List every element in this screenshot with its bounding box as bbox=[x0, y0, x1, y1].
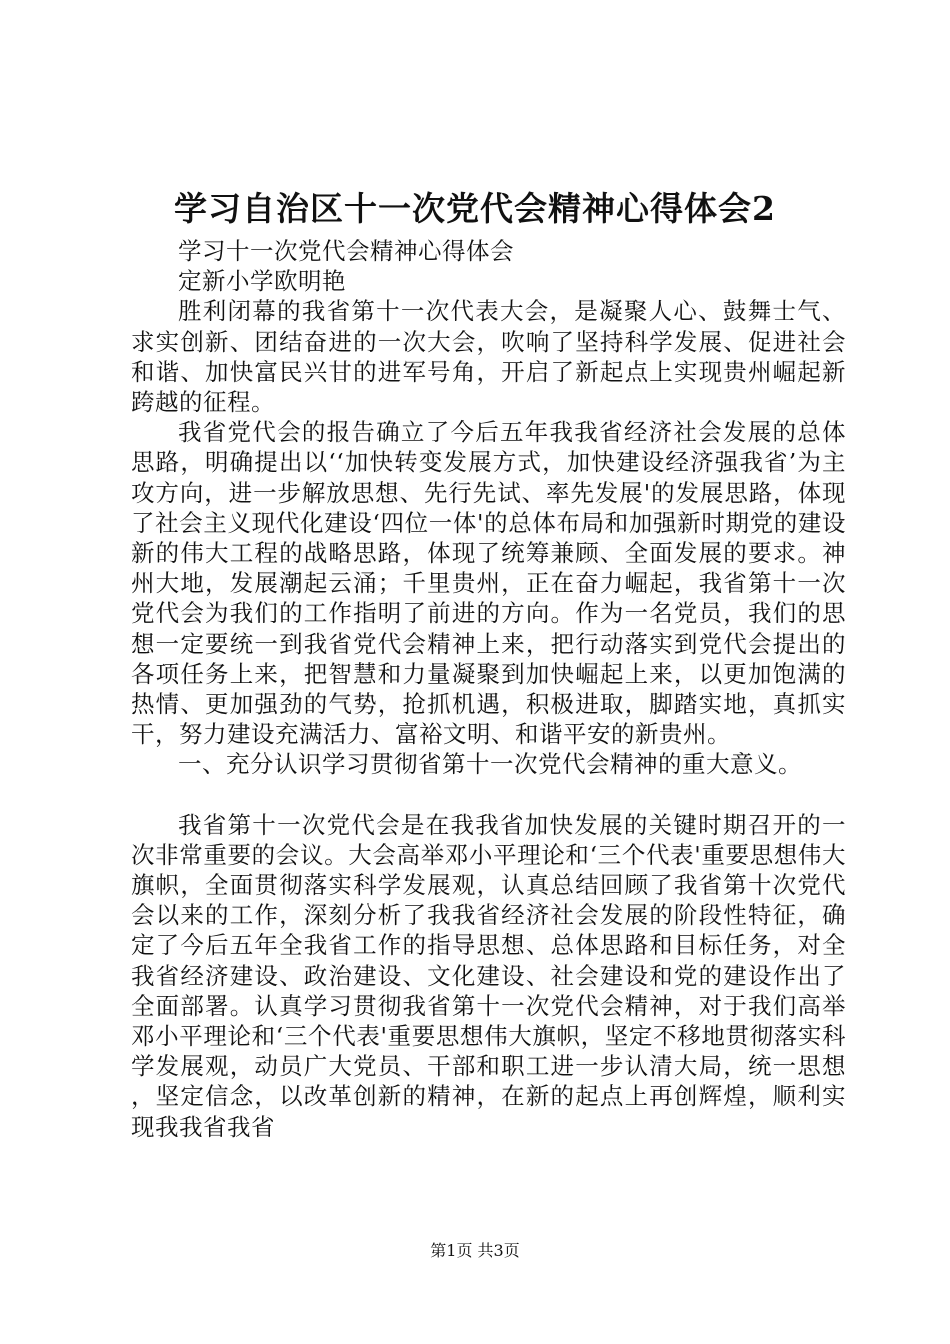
section-heading: 一、充分认识学习贯彻省第十一次党代会精神的重大意义。 bbox=[178, 750, 802, 779]
document-body bbox=[131, 236, 846, 1142]
document-title: 学习自治区十一次党代会精神心得体会2 bbox=[174, 189, 776, 228]
paragraph: 我省党代会的报告确立了今后五年我我省经济社会发展的总体思路，明确提出以‘‘加快转变发展方式，加快建设经济强我省’为主攻方向，进一步解放思想、先行先试、率先发展'的发展思路，体现了社会主义现代化建设‘四位一体'的总体布局和加强新时期党的建设新的伟大工程的战略思路，体现了统筹兼顾、全面发展的要求。神州大地，发展潮起云涌；千里贵州，正在奋力崛起，我省第十一次党代会为我们的工作指明了前进的方向。作为一名党员，我们的思想一定要统一到我省党代会精神上来，把行动落实到党代会提出的各项任务上来，把智慧和力量凝聚到加快崛起上来，以更加饱满的热情、更加强劲的气势，抢抓机遇，积极进取，脚踏实地，真抓实干，努力建设充满活力、富裕文明、和谐平安的新贵州。 bbox=[131, 418, 846, 749]
paragraph: 胜利闭幕的我省第十一次代表大会，是凝聚人心、鼓舞士气、求实创新、团结奋进的一次大会，吹响了坚持科学发展、促进社会和谐、加快富民兴甘的进军号角，开启了新起点上实现贵州崛起新跨越的征程。 bbox=[131, 297, 846, 417]
document-subtitle: 学习十一次党代会精神心得体会 bbox=[178, 237, 514, 265]
page-footer: 第1页 共3页 bbox=[430, 1241, 520, 1260]
paragraph: 我省第十一次党代会是在我我省加快发展的关键时期召开的一次非常重要的会议。大会高举邓小平理论和‘三个代表'重要思想伟大旗帜，全面贯彻落实科学发展观，认真总结回顾了我省第十次党代会以来的工作，深刻分析了我我省经济社会发展的阶段性特征，确定了今后五年全我省工作的指导思想、总体思路和目标任务，对全我省经济建设、政治建设、文化建设、社会建设和党的建设作出了全面部署。认真学习贯彻我省第十一次党代会精神，对于我们高举邓小平理论和‘三个代表'重要思想伟大旗帜，坚定不移地贯彻落实科学发展观，动员广大党员、干部和职工进一步认清大局，统一思想，坚定信念，以改革创新的精神，在新的起点上再创辉煌，顺利实现我我省我省 bbox=[131, 810, 846, 1141]
document-author: 定新小学欧明艳 bbox=[178, 267, 346, 296]
